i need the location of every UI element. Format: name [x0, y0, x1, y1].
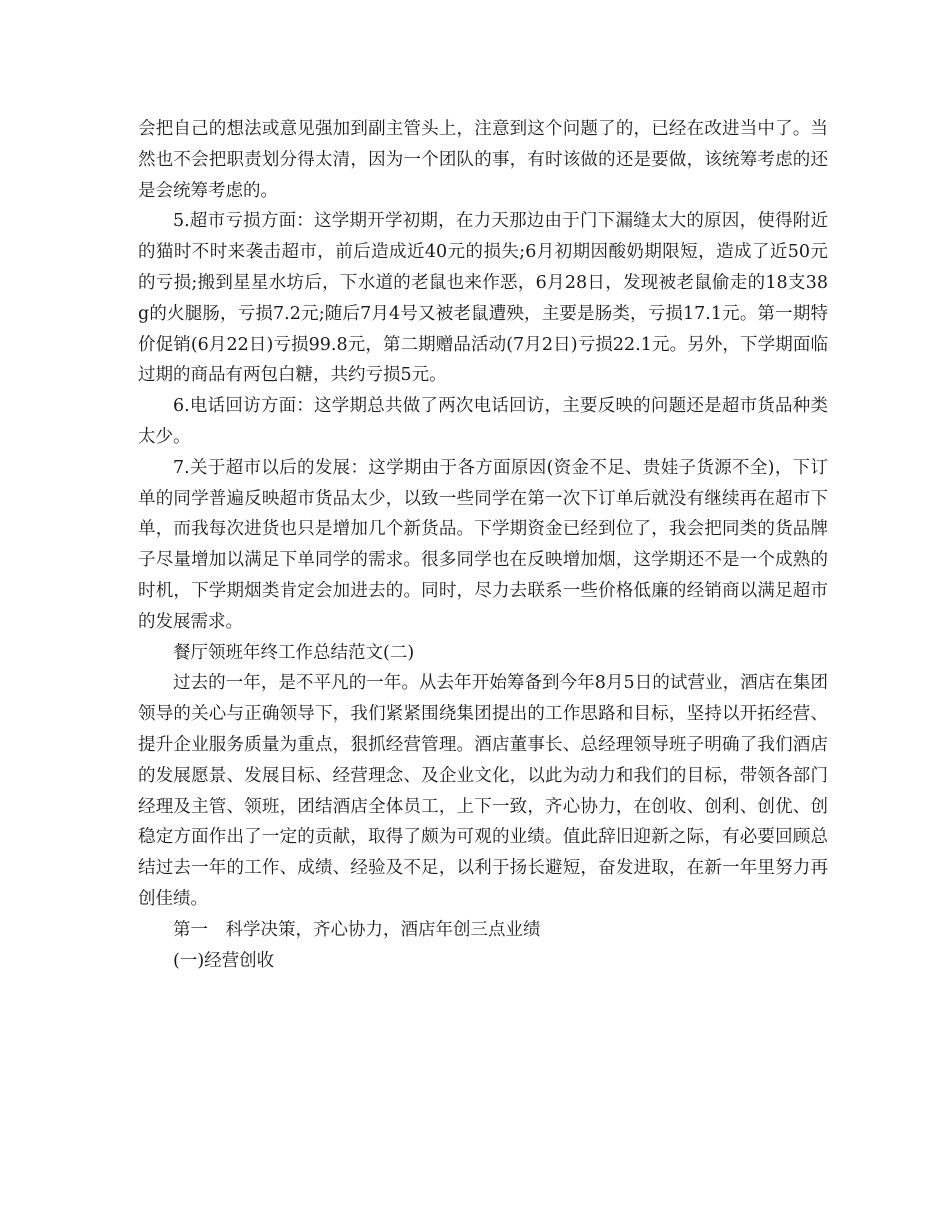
- paragraph-future-development: 7.关于超市以后的发展：这学期由于各方面原因(资金不足、贵娃子货源不全)，下订单的同学普遍反映超市货品太少，以致一些同学在第一次下订单后就没有继续再在超市下单，而我每次进货也只是增加几个新货品。下学期资金已经到位了，我会把同类的货品牌子尽量增加以满足下单同学的需求。很多同学也在反映增加烟，这学期还不是一个成熟的时机，下学期烟类肯定会加进去的。同时，尽力去联系一些价格低廉的经销商以满足超市的发展需求。: [138, 457, 828, 632]
- subheading-business-revenue: (一)经营创收: [173, 950, 275, 971]
- section-title-sample-two: 餐厅领班年终工作总结范文(二): [173, 642, 415, 663]
- document-body: [138, 114, 828, 976]
- subheading-first: 第一 科学决策，齐心协力，酒店年创三点业绩: [173, 919, 541, 940]
- paragraph-supermarket-loss: 5.超市亏损方面：这学期开学初期，在力天那边由于门下漏缝太大的原因，使得附近的猫时不时来袭击超市，前后造成近40元的损失;6月初期因酸奶期限短，造成了近50元的亏损;搬到星星水坊后，下水道的老鼠也来作恶，6月28日，发现被老鼠偷走的18支38g的火腿肠，亏损7.2元;随后7月4号又被老鼠遭殃，主要是肠类，亏损17.1元。第一期特价促销(6月22日)亏损99.8元，第二期赠品活动(7月2日)亏损22.1元。另外，下学期面临过期的商品有两包白糖，共约亏损5元。: [138, 211, 828, 386]
- paragraph-year-review: 过去的一年，是不平凡的一年。从去年开始筹备到今年8月5日的试营业，酒店在集团领导的关心与正确领导下，我们紧紧围绕集团提出的工作思路和目标，坚持以开拓经营、提升企业服务质量为重点，狠抓经营管理。酒店董事长、总经理领导班子明确了我们酒店的发展愿景、发展目标、经营理念、及企业文化，以此为动力和我们的目标，带领各部门经理及主管、领班，团结酒店全体员工，上下一致，齐心协力，在创收、创利、创优、创稳定方面作出了一定的贡献，取得了颇为可观的业绩。值此辞旧迎新之际，有必要回顾总结过去一年的工作、成绩、经验及不足，以利于扬长避短，奋发进取，在新一年里努力再创佳绩。: [138, 673, 828, 909]
- paragraph-continued: 会把自己的想法或意见强加到副主管头上，注意到这个问题了的，已经在改进当中了。当然也不会把职责划分得太清，因为一个团队的事，有时该做的还是要做，该统筹考虑的还是会统筹考虑的。: [138, 119, 828, 201]
- paragraph-phone-followup: 6.电话回访方面：这学期总共做了两次电话回访，主要反映的问题还是超市货品种类太少。: [138, 396, 828, 447]
